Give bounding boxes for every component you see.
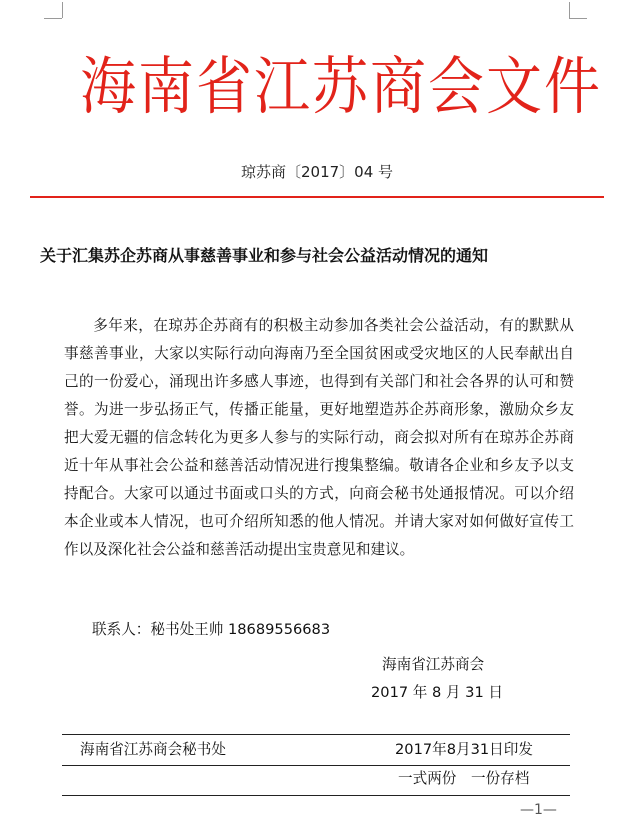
document-header-title: 海南省江苏商会文件 xyxy=(80,51,602,124)
header-red-divider xyxy=(30,196,604,198)
footer-print-date: 2017年8月31日印发 xyxy=(395,741,533,758)
signature-organization: 海南省江苏商会 xyxy=(382,656,485,673)
footer-divider xyxy=(62,795,570,796)
contact-person: 联系人：秘书处王帅 18689556683 xyxy=(92,621,331,638)
footer-issuer: 海南省江苏商会秘书处 xyxy=(80,741,226,758)
page-number: —1— xyxy=(520,802,557,818)
footer-divider xyxy=(62,734,570,735)
margin-marker-top-right xyxy=(569,2,570,18)
notice-title: 关于汇集苏企苏商从事慈善事业和参与社会公益活动情况的通知 xyxy=(40,246,489,265)
margin-marker-top-left xyxy=(62,2,63,18)
signature-date: 2017 年 8 月 31 日 xyxy=(371,684,503,701)
footer-divider xyxy=(62,765,570,766)
document-number: 琼苏商〔2017〕04 号 xyxy=(240,163,394,181)
margin-marker-top-right xyxy=(569,18,587,19)
margin-marker-top-left xyxy=(44,18,62,19)
notice-body: 多年来，在琼苏企苏商有的积极主动参加各类社会公益活动，有的默默从事慈善事业，大家以实际行动向海南乃至全国贫困或受灾地区的人民奉献出自己的一份爱心，涌现出许多感人事迹，也得到有关部门和社会各界的认可和赞誉。为进一步弘扬正气，传播正能量，更好地塑造苏企苏商形象，激励众乡友把大爱无疆的信念转化为更多人参与的实际行动，商会拟对所有在琼苏企苏商近十年从事社会公益和慈善活动情况进行搜集整编。敬请各企业和乡友予以支持配合。大家可以通过书面或口头的方式，向商会秘书处通报情况。可以介绍本企业或本人情况，也可介绍所知悉的他人情况。并请大家对如何做好宣传工作以及深化社会公益和慈善活动提出宝贵意见和建议。 xyxy=(64,317,574,558)
footer-copies-note: 一式两份 一份存档 xyxy=(398,770,530,787)
